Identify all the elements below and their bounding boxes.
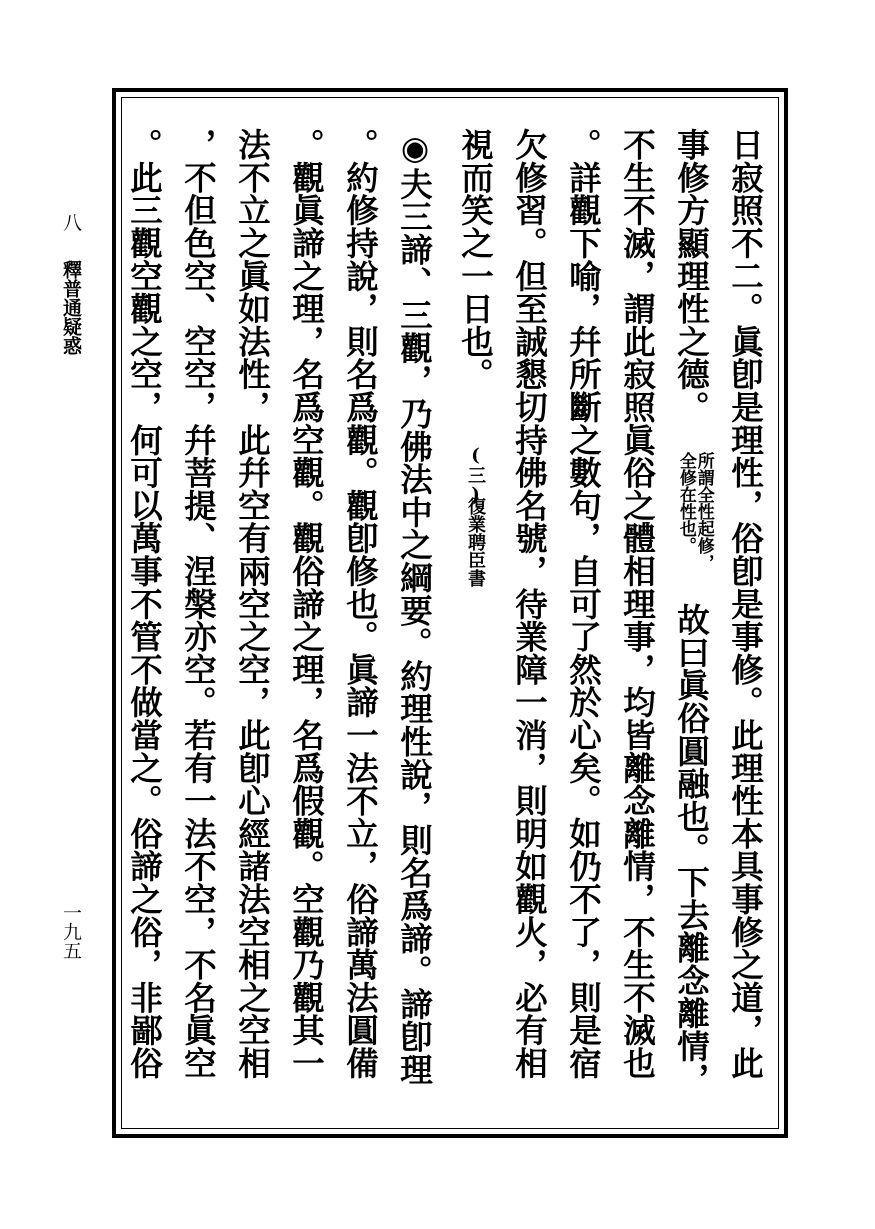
book-title: 釋普通疑惑 (60, 260, 82, 355)
text-column-6: 視而笑之一日也。 (456, 128, 496, 391)
note-line-2: 全修在性也。 (675, 452, 696, 554)
text-column-4: 。詳觀下喻，幷所斷之數句，自可了然於心矣。如仍不了，則是宿 (564, 128, 604, 1080)
text-column-5: 欠修習。但至誠懇切持佛名號，待業障一消，則明如觀火，必有相 (510, 128, 550, 1080)
note-line-1: 所謂全性起修， (693, 452, 714, 571)
text-column-1: 日寂照不二。眞卽是理性，俗卽是事修。此理性本具事修之道，此 (726, 128, 766, 1080)
text-column-3: 不生不滅，謂此寂照眞俗之體相理事，均皆離念離情，不生不滅也 (618, 128, 658, 1080)
text-column-2-note (676, 452, 712, 571)
letter-number: (三) (465, 445, 486, 505)
text-column-12: 。此三觀空觀之空，何可以萬事不管不做當之。俗諦之俗，非鄙俗 (125, 128, 165, 1080)
text-column-2-tail: 故曰眞俗圓融也。下去離念離情， (672, 603, 712, 1095)
chapter-number: 八 (60, 213, 82, 232)
text-column-9: 。觀眞諦之理，名爲空觀。觀俗諦之理，名爲假觀。空觀乃觀其一 (287, 128, 327, 1080)
text-column-7: ◉夫三諦、三觀，乃佛法中之綱要。約理性說，則名爲諦。諦卽理 (395, 128, 435, 1086)
page-number: 一九五 (60, 903, 82, 960)
text-column-11: ，不但色空、空空，幷菩提、涅槃亦空。若有一法不空，不名眞空 (179, 128, 219, 1080)
text-column-8: 。約修持說，則名爲觀。觀卽修也。眞諦一法不立，俗諦萬法圓備 (341, 128, 381, 1080)
text-column-10: 法不立之眞如法性，此幷空有兩空之空，此卽心經諸法空相之空相 (233, 128, 273, 1080)
text-column-2-head: 事修方顯理性之德。 (672, 128, 712, 424)
letter-title: 復業聘臣書 (465, 497, 486, 587)
